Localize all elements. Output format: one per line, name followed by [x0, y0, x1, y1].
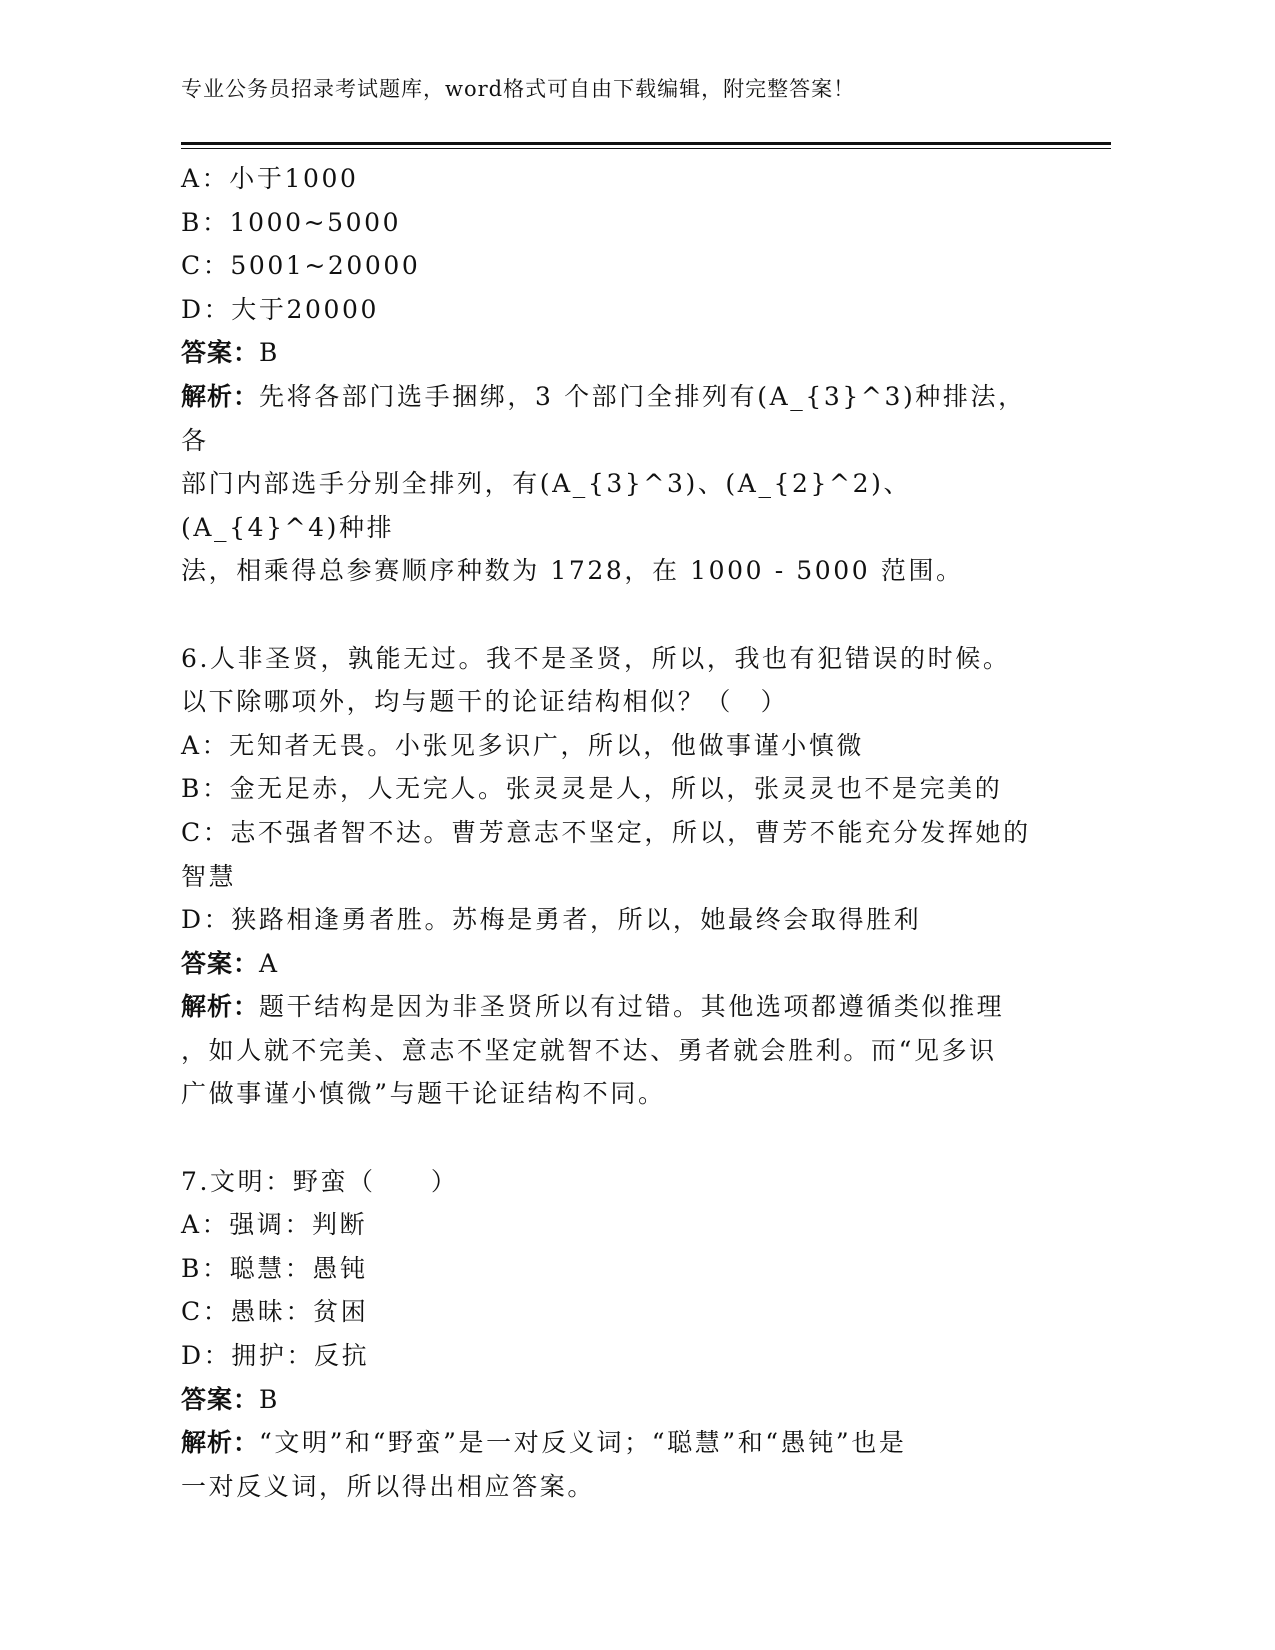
q5-option-a: A：小于1000: [181, 164, 359, 193]
q6-analysis-line-1: [181, 985, 1031, 1029]
q6-option-c: C：志不强者智不达。曹芳意志不坚定，所以，曹芳不能充分发挥她的: [181, 817, 1031, 847]
q5-answer: [181, 331, 1031, 375]
q7-option-b: B：聪慧：愚钝: [181, 1253, 368, 1283]
q5-option-b: B：1000~5000: [181, 207, 402, 237]
q5-option-c: C：5001~20000: [181, 251, 421, 281]
answer-value: A: [259, 948, 280, 978]
q6-analysis-line-2: ，如人就不完美、意志不坚定就智不达、勇者就会胜利。而“见多识: [181, 1035, 997, 1065]
analysis-text: 先将各部门选手捆绑，3 个部门全排列有(A_{3}^3)种排法，各: [181, 381, 1026, 455]
analysis-text: “文明”和“野蛮”是一对反义词；“聪慧”和“愚钝”也是: [259, 1428, 907, 1458]
analysis-label: 解析：: [181, 1428, 260, 1458]
header-rule-thick: [181, 142, 1111, 145]
answer-value: B: [259, 1384, 280, 1414]
q6-option-d: D：狭路相逢勇者胜。苏梅是勇者，所以，她最终会取得胜利: [181, 905, 922, 935]
q6-stem-line-2: 以下除哪项外，均与题干的论证结构相似？（ ）: [181, 687, 789, 717]
q7-option-d: D：拥护：反抗: [181, 1341, 370, 1371]
analysis-text: 题干结构是因为非圣贤所以有过错。其他选项都遵循类似推理: [259, 992, 1005, 1022]
q6-option-c-cont: 智慧: [181, 861, 237, 891]
answer-label: 答案：: [181, 1384, 260, 1414]
q7-option-c: C：愚昧：贫困: [181, 1297, 369, 1327]
q7-answer: [181, 1378, 1031, 1422]
q5-option-d: D：大于20000: [181, 294, 379, 324]
answer-value: B: [259, 338, 280, 368]
answer-label: 答案：: [181, 338, 260, 368]
answer-label: 答案：: [181, 948, 260, 978]
q6-analysis-line-3: 广做事谨小慎微”与题干论证结构不同。: [181, 1079, 666, 1109]
analysis-label: 解析：: [181, 992, 260, 1022]
header-rule-thin: [181, 148, 1111, 149]
q7-analysis-line-1: [181, 1421, 1031, 1465]
q6-option-b: B：金无足赤，人无完人。张灵灵是人，所以，张灵灵也不是完美的: [181, 774, 1003, 804]
spacer: [181, 1116, 1031, 1160]
analysis-label: 解析：: [181, 381, 260, 411]
q7-analysis-line-2: 一对反义词，所以得出相应答案。: [181, 1471, 596, 1501]
q5-analysis-line-3: 法，相乘得总参赛顺序种数为 1728，在 1000 - 5000 范围。: [181, 556, 964, 586]
page-content: [181, 157, 1031, 1508]
q6-answer: [181, 942, 1031, 986]
q5-analysis-line-2: 部门内部选手分别全排列，有(A_{3}^3)、(A_{2}^2)、(A_{4}^4)种排: [181, 469, 912, 542]
page-header: 专业公务员招录考试题库，word格式可自由下载编辑，附完整答案！: [181, 77, 856, 101]
q6-option-a: A：无知者无畏。小张见多识广，所以，他做事谨小慎微: [181, 730, 865, 760]
q6-stem-line-1: 6.人非圣贤，孰能无过。我不是圣贤，所以，我也有犯错误的时候。: [181, 643, 1011, 673]
q7-option-a: A：强调：判断: [181, 1210, 368, 1240]
q7-stem: 7.文明：野蛮（ ）: [181, 1166, 459, 1196]
q5-analysis-line-1: [181, 375, 1031, 462]
spacer: [181, 593, 1031, 637]
